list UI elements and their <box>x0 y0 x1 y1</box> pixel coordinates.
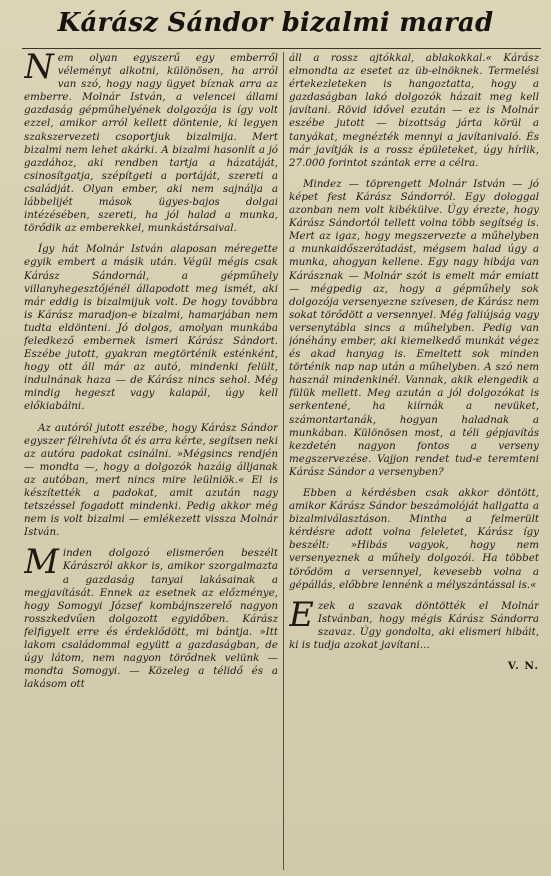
dropcap-letter: M <box>24 542 59 583</box>
paragraph-6 <box>289 178 539 479</box>
article-headline: Kárász Sándor bizalmi marad <box>57 8 494 38</box>
headline-rule <box>22 48 541 49</box>
author-signature: V. N. <box>507 660 539 673</box>
left-column <box>24 52 278 870</box>
paragraph-text: zek a szavak döntötték el Molnár Istvánban, hogy mégis Kárász Sándorra szavaz. Úgy gondolta, aki elismeri hibáit, ki is tudja azokat javítani... <box>289 599 539 652</box>
paragraph-text: Így hát Molnár István alaposan méregette egyik embert a másik után. Végül mégis csak Kárász Sándornál, a gépműhely villanyhegesztőjénél állapodott meg ismét, aki már eddig is bizalmijuk volt. De hogy továbbra is Kárász maradjon-e bizalmi, hamarjában nem tudta eldönteni. Jó dolgos, amolyan munkába feledkező embernek ismeri Kárász Sándort. Eszébe jutott, gyakran megtörténik esténként, hogy ott áll már az autó, mindenki felült, indulnának haza — de Kárász nincs sehol. Még mindig hegeszt vagy kalapál, úgy kell előkiabálni. <box>24 243 278 413</box>
dropcap-letter: N <box>24 52 54 87</box>
paragraph-3 <box>24 422 278 540</box>
paragraph-text: em olyan egyszerű egy emberről véleményt alkotni, különösen, ha arról van szó, hogy nagy ügyet bíznak arra az emberre. Molnár István, a velencei állami gazdaság gépműhelyének dolgozója is így volt ezzel, amikor arról kellett döntenie, ki legyen szakszervezeti csoportjuk bizalmija. Mert bizalmi nem lehet akárki. A bizalmi hasonlít a jó gazdához, aki rendben tartja a házatáját, csinosítgatja, szépítgeti a portáját, szereti a családját. Olyan ember, aki nem sajnálja a lábbelijét mások ügyes-bajos dolgai intézésében, szereti, ha jól halad a munka, törődik az emberekkel, munkástársaival. <box>24 52 278 235</box>
paragraph-text: Az autóról jutott eszébe, hogy Kárász Sándor egyszer félrehívta őt és arra kérte, segítsen neki az autóra padokat csinálni. »Mégsincs rendjén — mondta —, hogy a dolgozók hazáig álljanak az autóban, mert nincs mire leülniök.« El is készítették a padokat, amit azután nagy tetszéssel fogadott mindenki. Pedig akkor még nem is volt bizalmi — emlékezett vissza Molnár István. <box>24 421 278 539</box>
right-column <box>289 52 539 870</box>
paragraph-4 <box>24 542 278 691</box>
paragraph-text: Mindez — töprengett Molnár István — jó képet fest Kárász Sándorról. Egy dologgal azonban nem volt kibékülve. Úgy érezte, hogy Kárász Sándortól tellett volna több segítség is. Mert az igaz, hogy megszervezte a műhelyben a munkaidőszerátadást, mégsem halad úgy a munka, ahogyan kellene. Egy nagy hibája van Kárásznak — Molnár szót is emelt már emiatt — mégpedig az, hogy a gépműhely sok dolgozója versenyezne szívesen, de Kárász nem sokat törődött a versennyel. Még faliújság vagy versenytábla sincs a műhelyben. Pedig van jónéhány ember, aki kiemelkedő munkát végez és akad hanyag is. Emeltett sok minden történik nap nap után a műhelyben. A szó nem használ mindenkinél. Vannak, akik elengedik a fülük mellett. Meg azután a jól dolgozókat is serkentené, ha kiírnák a nevüket, számontartanák, hogyan haladnak a munkában. Különösen most, a téli gépjavítás kezdetén nagyon fontos a verseny megszervezése. Vajjon rendet tud-e teremteni Kárász Sándor a versenyben? <box>289 177 539 478</box>
paragraph-7 <box>289 487 539 592</box>
paragraph-text: Ebben a kérdésben csak akkor döntött, amikor Kárász Sándor beszámolóját hallgatta a bizalmiválasztáson. Mintha a felmerült kérdésre adott volna feleletet, Kárász így beszélt: »Hibás vagyok, hogy nem versenyeznek a műhely dolgozói. Ha többet törődöm a versennyel, kevesebb volna a gépállás, előbbre lennénk a mélyszántással is.« <box>289 487 539 591</box>
paragraph-text: inden dolgozó elismerően beszélt Kárászról akkor is, amikor szorgalmazta a gazdaság tanyai lakásainak a megjavítását. Ennek az esetnek az előzménye, hogy Somogyi József kombájnszerelő nagyon rosszkedvűen dolgozott egyidőben. Kárász felfigyelt erre és érdeklődött, mi bántja. »Itt lakom családommal együtt a gazdaságban, de úgy látom, nem nagyon törődnek velünk — mondta Somogyi. — Közeleg a télidő és a lakásom ott <box>24 547 278 691</box>
paragraph-8 <box>289 594 539 652</box>
paragraph-1 <box>24 52 278 235</box>
dropcap-letter: E <box>289 594 314 635</box>
paragraph-2 <box>24 243 278 413</box>
paragraph-5 <box>289 52 539 170</box>
column-divider <box>283 52 284 870</box>
paragraph-text: áll a rossz ajtókkal, ablakokkal.« Kárász elmondta az esetet az üb-elnöknek. Termelési értekezleteken is hangoztatta, hogy a gazdaságban lakó dolgozók házait meg kell javítani. Rövid idővel ezután — ez is Molnár eszébe jutott — bizottság járta körül a tanyákat, megnézték mennyi a javítanivaló. És már javítják is a rossz épületeket, úgy hírlik, 27.000 forintot szántak erre a célra. <box>289 52 539 169</box>
